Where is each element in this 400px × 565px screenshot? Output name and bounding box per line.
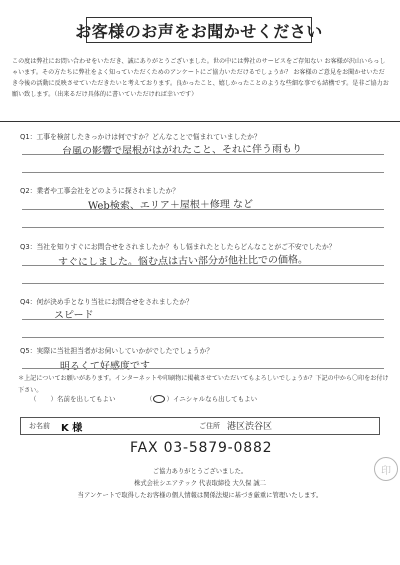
thanks-text: ご協力ありがとうございました。 bbox=[152, 468, 248, 475]
answer-line bbox=[22, 209, 384, 210]
question-5-answer: 明るくて好感度です bbox=[59, 360, 151, 373]
privacy-notice: 当アンケートで取得したお客様の個人情報は関係法規に基づき厳重に管理いたします。 bbox=[77, 492, 323, 499]
company-signature: 株式会社シエアテック 代表取締役 大久保 誠二 bbox=[134, 480, 266, 487]
fax-number: FAX 03-5879-0882 bbox=[130, 440, 273, 456]
question-1-answer: 台風の影響で屋根がはがれたこと、それに伴う雨もり bbox=[61, 143, 303, 158]
name-label: お名前 bbox=[29, 422, 50, 430]
answer-line bbox=[22, 283, 384, 284]
answer-line bbox=[22, 265, 384, 266]
question-1-label: Q1：工事を検討したきっかけは何ですか？どんなことで悩まれていましたか？ bbox=[20, 133, 261, 141]
question-3-label: Q3：当社を知りすぐにお問合せをされましたか？もし悩まれたとしたらどんなことがご不安でしたか？ bbox=[20, 243, 336, 251]
answer-line bbox=[22, 319, 384, 320]
answer-line bbox=[22, 368, 384, 369]
question-3-answer: すぐにしました。悩む点は古い部分が他社比での価格。 bbox=[57, 254, 309, 269]
answer-line bbox=[22, 172, 384, 173]
selected-circle-mark bbox=[153, 395, 165, 403]
question-4-answer: スピード bbox=[53, 309, 94, 322]
consent-request: ＊上記についてお願いがあります。インターネットや印刷物に掲載させていただいてもよろしいでしょうか？下記の中から〇印をお付け下さい。 bbox=[18, 375, 389, 394]
name-value: K 様 bbox=[61, 423, 83, 434]
page-title: お客様のお声をお聞かせください bbox=[86, 17, 312, 43]
question-4-label: Q4：何が決め手となり当社にお問合せをされましたか？ bbox=[20, 298, 193, 306]
intro-text: この度は弊社にお問い合わせをいただき、誠にありがとうございました。世の中には弊社のサービスをご存知ない お客様が沢山いらっしゃいます。その方たちに弊社をよく知っていただくためのアンケートにご協力いただけるでしょうか？ お客様のご意見をお聞かせいただき今後の活動に反映させていただきたいと考えております。良かったこと、嬉しかったことのような些細な事でも結構です。是非ご協力お願い致します。（出来るだけ具体的に書いていただければ幸いです） bbox=[12, 58, 389, 98]
option-initial-ok[interactable]: （ ）イニシャルなら出してもよい bbox=[146, 395, 258, 403]
answer-line bbox=[22, 227, 384, 228]
option-name-ok[interactable]: （ ）名前を出してもよい bbox=[30, 395, 116, 403]
address-label: ご住所 bbox=[199, 422, 220, 430]
section-divider bbox=[0, 121, 400, 122]
option-name-ok-label: 名前を出してもよい bbox=[57, 395, 116, 403]
seal-stamp: 印 bbox=[374, 457, 398, 481]
question-2-answer: Web検索、エリア＋屋根＋修理 など bbox=[87, 199, 254, 212]
question-2-label: Q2：業者や工事会社をどのように探されましたか？ bbox=[20, 187, 180, 195]
name-address-row bbox=[20, 417, 380, 435]
answer-line bbox=[22, 154, 384, 155]
answer-line bbox=[22, 337, 384, 338]
question-5-label: Q5：実際に当社担当者がお伺いしていかがでしたでしょうか？ bbox=[20, 347, 214, 355]
option-initial-ok-label: イニシャルなら出してもよい bbox=[173, 395, 258, 403]
address-value: 港区渋谷区 bbox=[227, 422, 273, 432]
